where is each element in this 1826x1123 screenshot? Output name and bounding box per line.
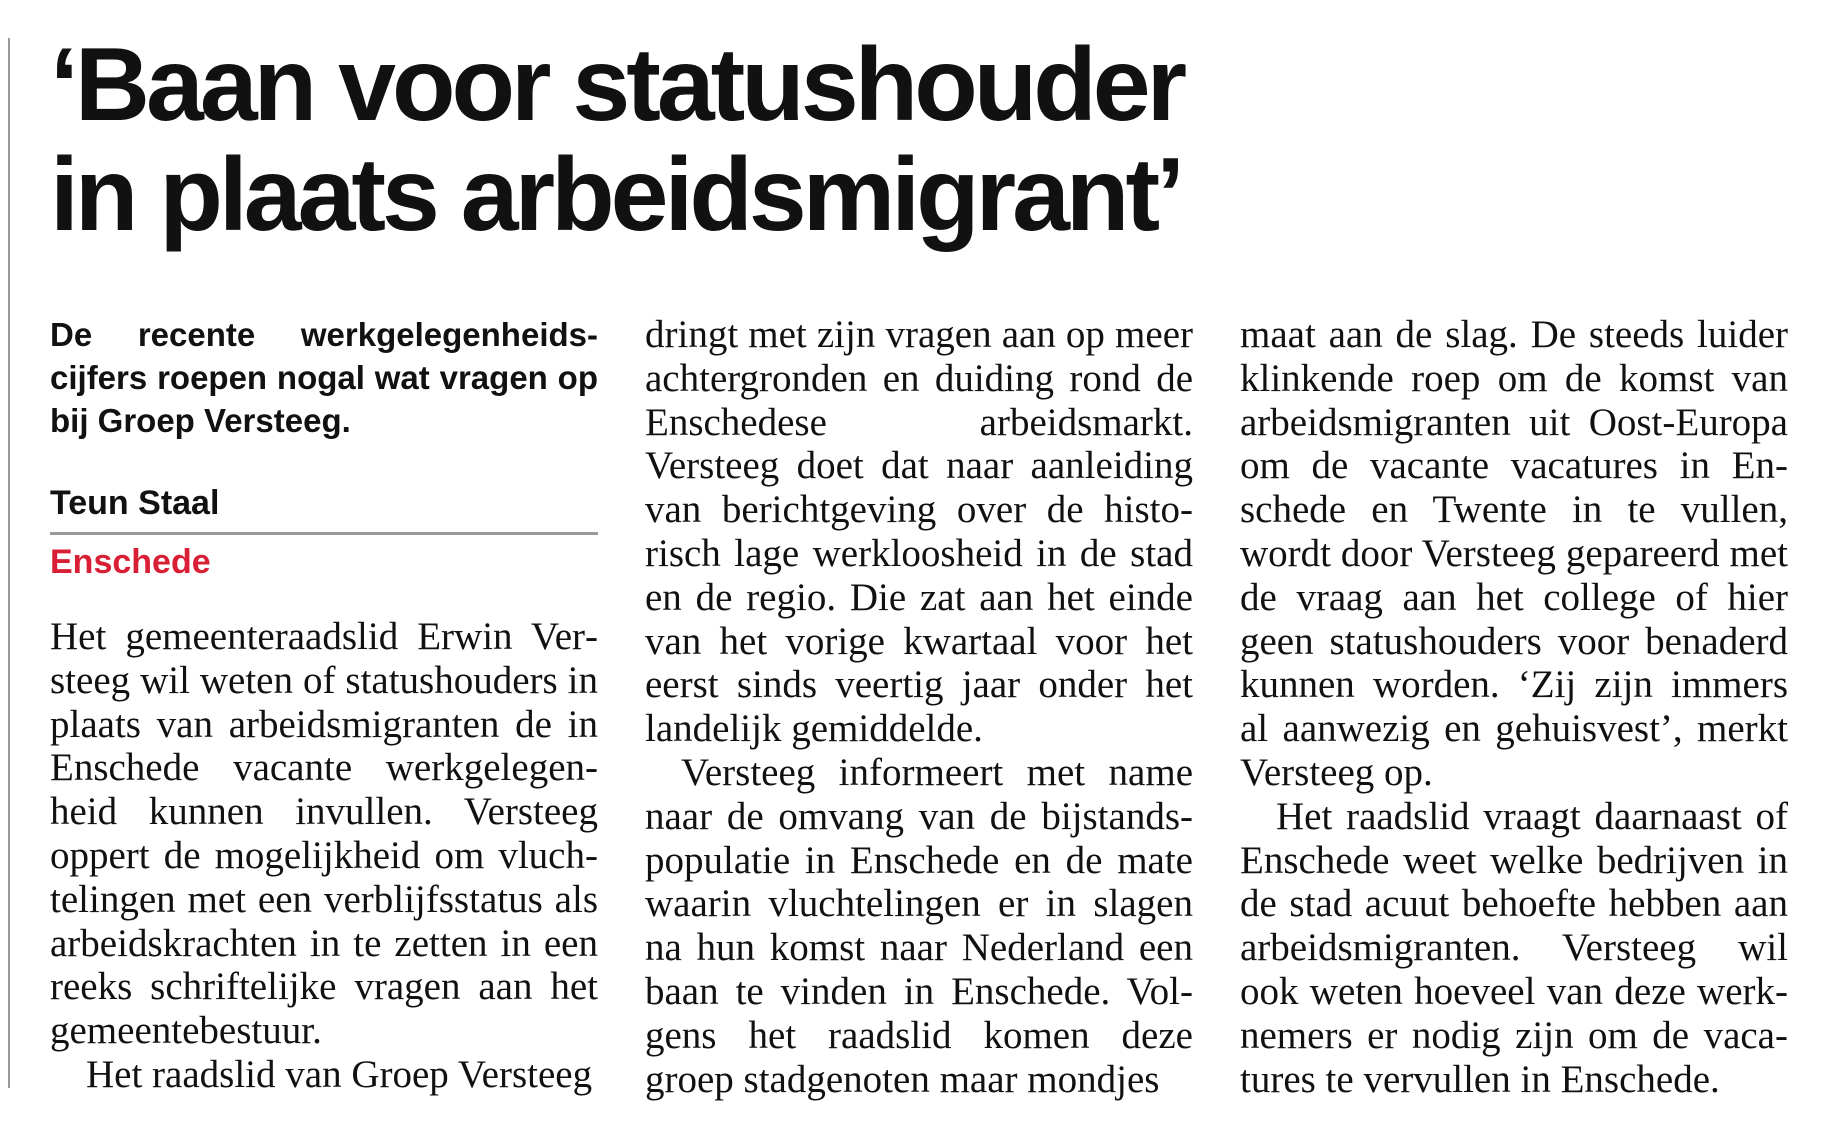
- column-1-paragraph-1: Het gemeenteraadslid Erwin Versteeg wil weten of statushouders in plaats van arbeidsmigranten de in Enschede vacante werkgelegenheid kunnen invullen. Versteeg oppert de mogelijkheid om vluchtelingen met een verblijfsstatus als arbeidskrachten in te zetten in een reeks schriftelijke vragen aan het gemeentebestuur.: [50, 615, 598, 1053]
- column-3-paragraph-2: Het raadslid vraagt daarnaast of Enschede weet welke bedrijven in de stad acuut behoefte hebben aan arbeidsmigranten. Versteeg wil ook weten hoeveel van deze werknemers er nodig zijn om de vacatures te vervullen in Enschede.: [1240, 794, 1788, 1101]
- article-column-2: [645, 313, 1193, 1101]
- headline-line-1: ‘Baan voor statushouder: [50, 27, 1184, 143]
- article-column-1: [50, 313, 598, 1097]
- column-2-paragraph-1: dringt met zijn vragen aan op meer achtergronden en duiding rond de Enschedese arbeidsmarkt. Versteeg doet dat naar aanleiding van berichtgeving over de historisch lage werkloosheid in de stad en de regio. Die zat aan het einde van het vorige kwartaal voor het eerst sinds veertig jaar onder het landelijk gemiddelde.: [645, 313, 1193, 751]
- page-edge-rule: [8, 38, 10, 1088]
- byline-author: Teun Staal: [50, 482, 598, 535]
- column-3-paragraph-1: maat aan de slag. De steeds luider klinkende roep om de komst van arbeidsmigranten uit Oost-Europa om de vacante vacatures in Enschede en Twente in te vullen, wordt door Versteeg gepareerd met de vraag aan het college of hier geen statushouders voor benaderd kunnen worden. ‘Zij zijn immers al aanwezig en gehuisvest’, merkt Versteeg op.: [1240, 313, 1788, 794]
- column-2-paragraph-2: Versteeg informeert met name naar de omvang van de bijstandspopulatie in Enschede en de mate waarin vluchtelingen er in slagen na hun komst naar Nederland een baan te vinden in Enschede. Volgens het raadslid komen deze groep stadgenoten maar mondjes: [645, 750, 1193, 1101]
- headline-line-2: in plaats arbeidsmigrant’: [50, 137, 1181, 253]
- column-1-paragraph-2: Het raadslid van Groep Versteeg: [86, 1052, 593, 1096]
- article-headline: [50, 27, 1750, 253]
- article-column-3: [1240, 313, 1788, 1101]
- byline-location: Enschede: [50, 543, 211, 581]
- article-intro: De recente werkgelegenheidscijfers roepen nogal wat vragen op bij Groep Versteeg.: [50, 316, 598, 439]
